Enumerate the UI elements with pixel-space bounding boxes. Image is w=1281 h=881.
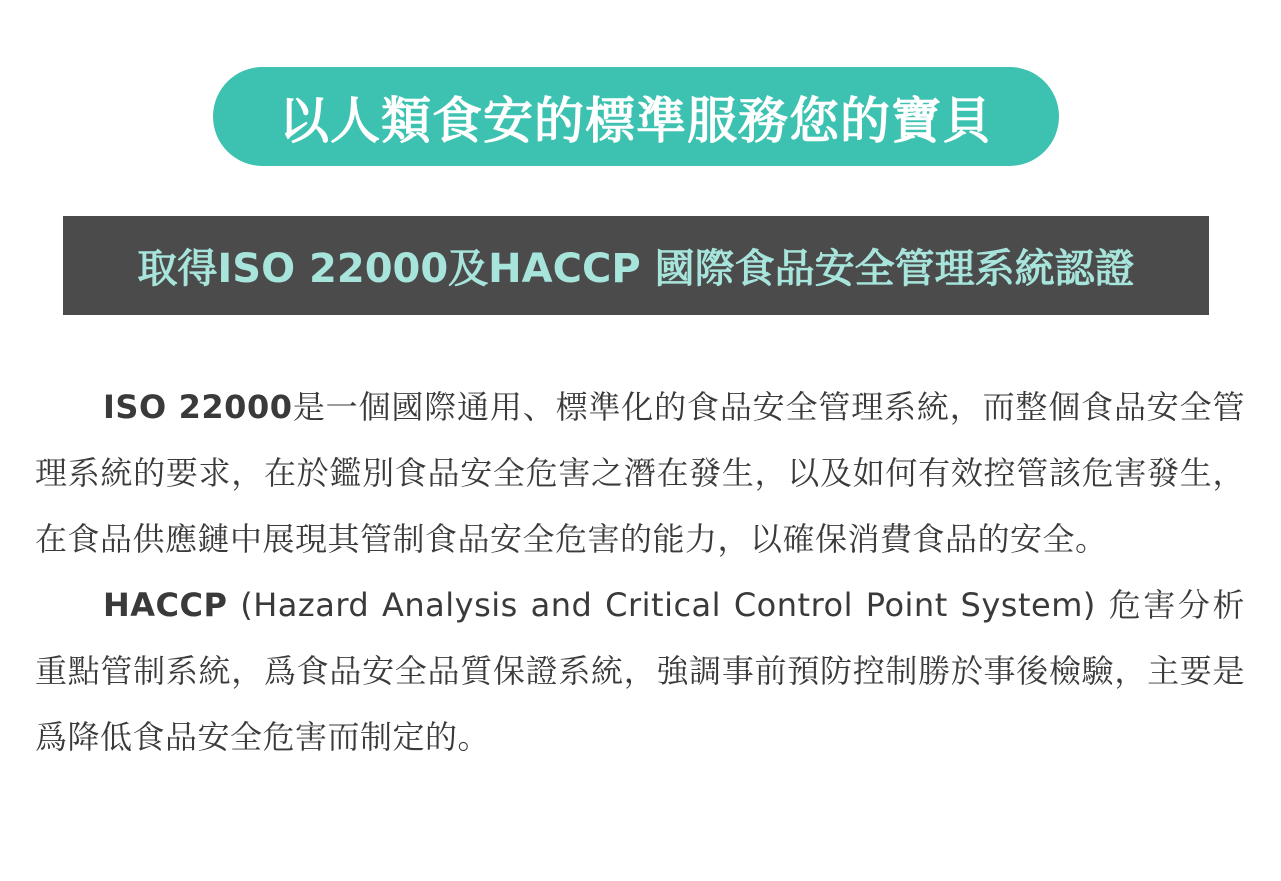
description-content (35, 374, 1245, 770)
pill-title: 以人類食安的標準服務您的寶貝 (279, 91, 993, 150)
iso-paragraph (35, 374, 1245, 572)
haccp-lead-term: HACCP (103, 586, 228, 624)
iso-paragraph-text: 是一個國際通用、標準化的食品安全管理系統，而整個食品安全管理系統的要求，在於鑑別食品安全危害之潛在發生，以及如何有效控管該危害發生，在食品供應鏈中展現其管制食品安全危害的能力，以確保消費食品的安全。 (35, 388, 1246, 558)
haccp-paragraph-text: (Hazard Analysis and Critical Control Point System) 危害分析重點管制系統，爲食品安全品質保證系統，強調事前預防控制勝於事後檢驗，主要是爲降低食品安全危害而制定的。 (35, 586, 1245, 756)
haccp-paragraph (35, 572, 1245, 770)
iso-lead-term: ISO 22000 (103, 388, 293, 426)
certification-banner (63, 216, 1209, 315)
title-pill (213, 67, 1059, 166)
banner-title: 取得ISO 22000及HACCP 國際食品安全管理系統認證 (137, 246, 1135, 292)
